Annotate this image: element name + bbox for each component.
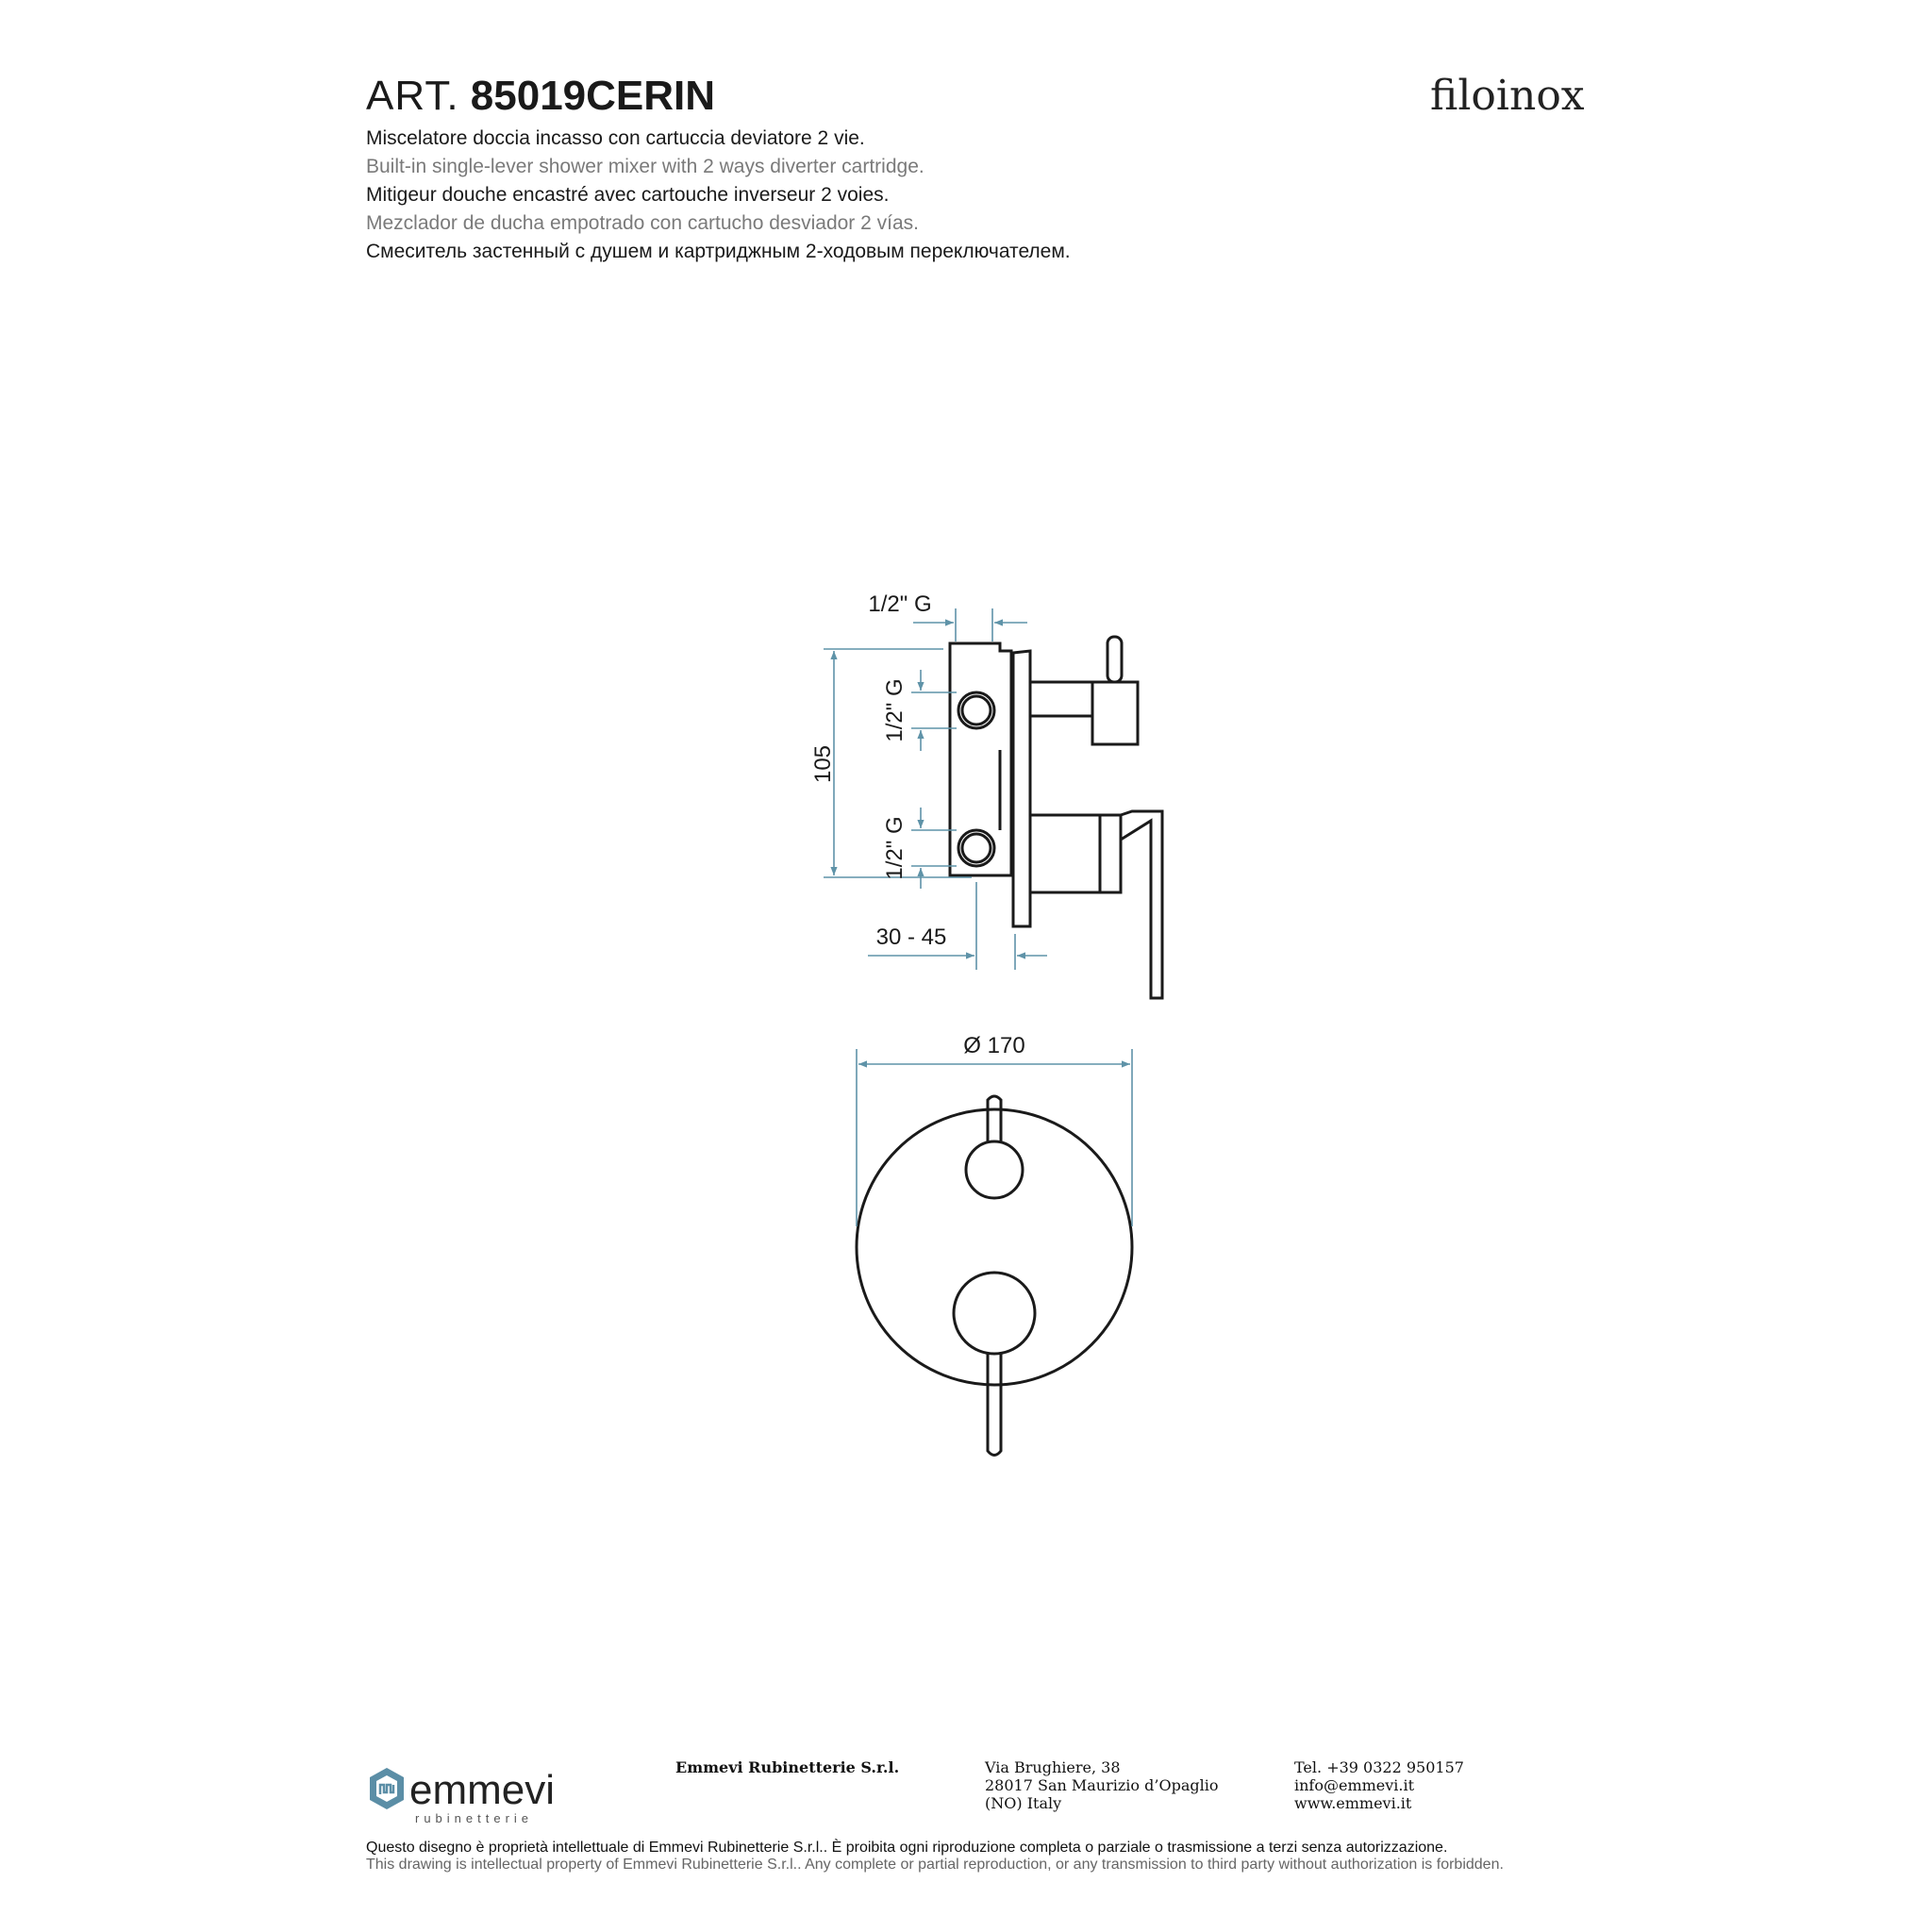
mixer-knob-front [954, 1273, 1035, 1354]
legal-notice-italian: Questo disegno è proprietà intellettuale di Emmevi Rubinetterie S.r.l.. È proibita ogni riproduzione completa o parziale o trasmissione a terzi senza autorizzazione. [366, 1840, 1448, 1856]
description-italian: Miscelatore doccia incasso con cartuccia deviatore 2 vie. [366, 127, 865, 149]
brand-name: filoinox [1430, 72, 1585, 120]
inlet-lower [958, 830, 994, 866]
address-line-1: Via Brughiere, 38 [985, 1758, 1121, 1776]
diverter-knob [1092, 682, 1138, 744]
address-line-3: (NO) Italy [985, 1794, 1062, 1812]
dim-label-height: 105 [810, 744, 836, 784]
diverter-stem [1030, 682, 1092, 716]
inlet-upper [958, 692, 994, 728]
address-line-2: 28017 San Maurizio d’Opaglio [985, 1776, 1219, 1794]
wall-plate [1013, 651, 1030, 926]
contact-email-link[interactable]: info@emmevi.it [1294, 1776, 1415, 1794]
article-prefix: ART. [366, 73, 459, 119]
dim-label-top-thread: 1/2" G [868, 591, 932, 617]
article-code: 85019CERIN [470, 73, 716, 119]
inlet-lower-inner [962, 834, 991, 862]
dim-label-inlet-lower: 1/2" G [882, 816, 908, 880]
dim-label-diameter: Ø 170 [963, 1033, 1025, 1058]
legal-notice-english: This drawing is intellectual property of Emmevi Rubinetterie S.r.l.. Any complete or partial reproduction, or any transmission to third party without authorization is forbidden. [366, 1857, 1504, 1873]
lever-handle [1121, 811, 1162, 998]
description-french: Mitigeur douche encastré avec cartouche inverseur 2 voies. [366, 184, 890, 206]
hexagon-icon [370, 1768, 404, 1809]
diverter-knob-front [966, 1141, 1023, 1198]
side-view [950, 637, 1162, 998]
description-english: Built-in single-lever shower mixer with 2 ways diverter cartridge. [366, 156, 924, 177]
diverter-handle-front [988, 1096, 1001, 1141]
dim-label-inlet-upper: 1/2" G [882, 678, 908, 742]
description-spanish: Mezclador de ducha empotrado con cartucho desviador 2 vías. [366, 212, 920, 234]
diverter-handle [1108, 637, 1122, 682]
logo-main-text: emmevi [409, 1767, 556, 1813]
company-name: Emmevi Rubinetterie S.r.l. [675, 1758, 900, 1776]
emmevi-logo [366, 1764, 630, 1826]
lever-block [1100, 815, 1121, 892]
website-link[interactable]: www.emmevi.it [1294, 1794, 1412, 1812]
front-view-dimensions [857, 1049, 1132, 1226]
inlet-upper-inner [962, 696, 991, 724]
logo-sub-text: rubinetterie [415, 1811, 534, 1825]
description-russian: Смеситель застенный с душем и картриджным 2-ходовым переключателем. [366, 241, 1071, 262]
lever-stem [1030, 815, 1100, 892]
cover-plate [857, 1109, 1132, 1385]
dim-label-depth: 30 - 45 [875, 924, 947, 950]
front-view [857, 1096, 1132, 1456]
lever-handle-front [988, 1353, 1001, 1456]
contact-phone: Tel. +39 0322 950157 [1294, 1758, 1464, 1776]
